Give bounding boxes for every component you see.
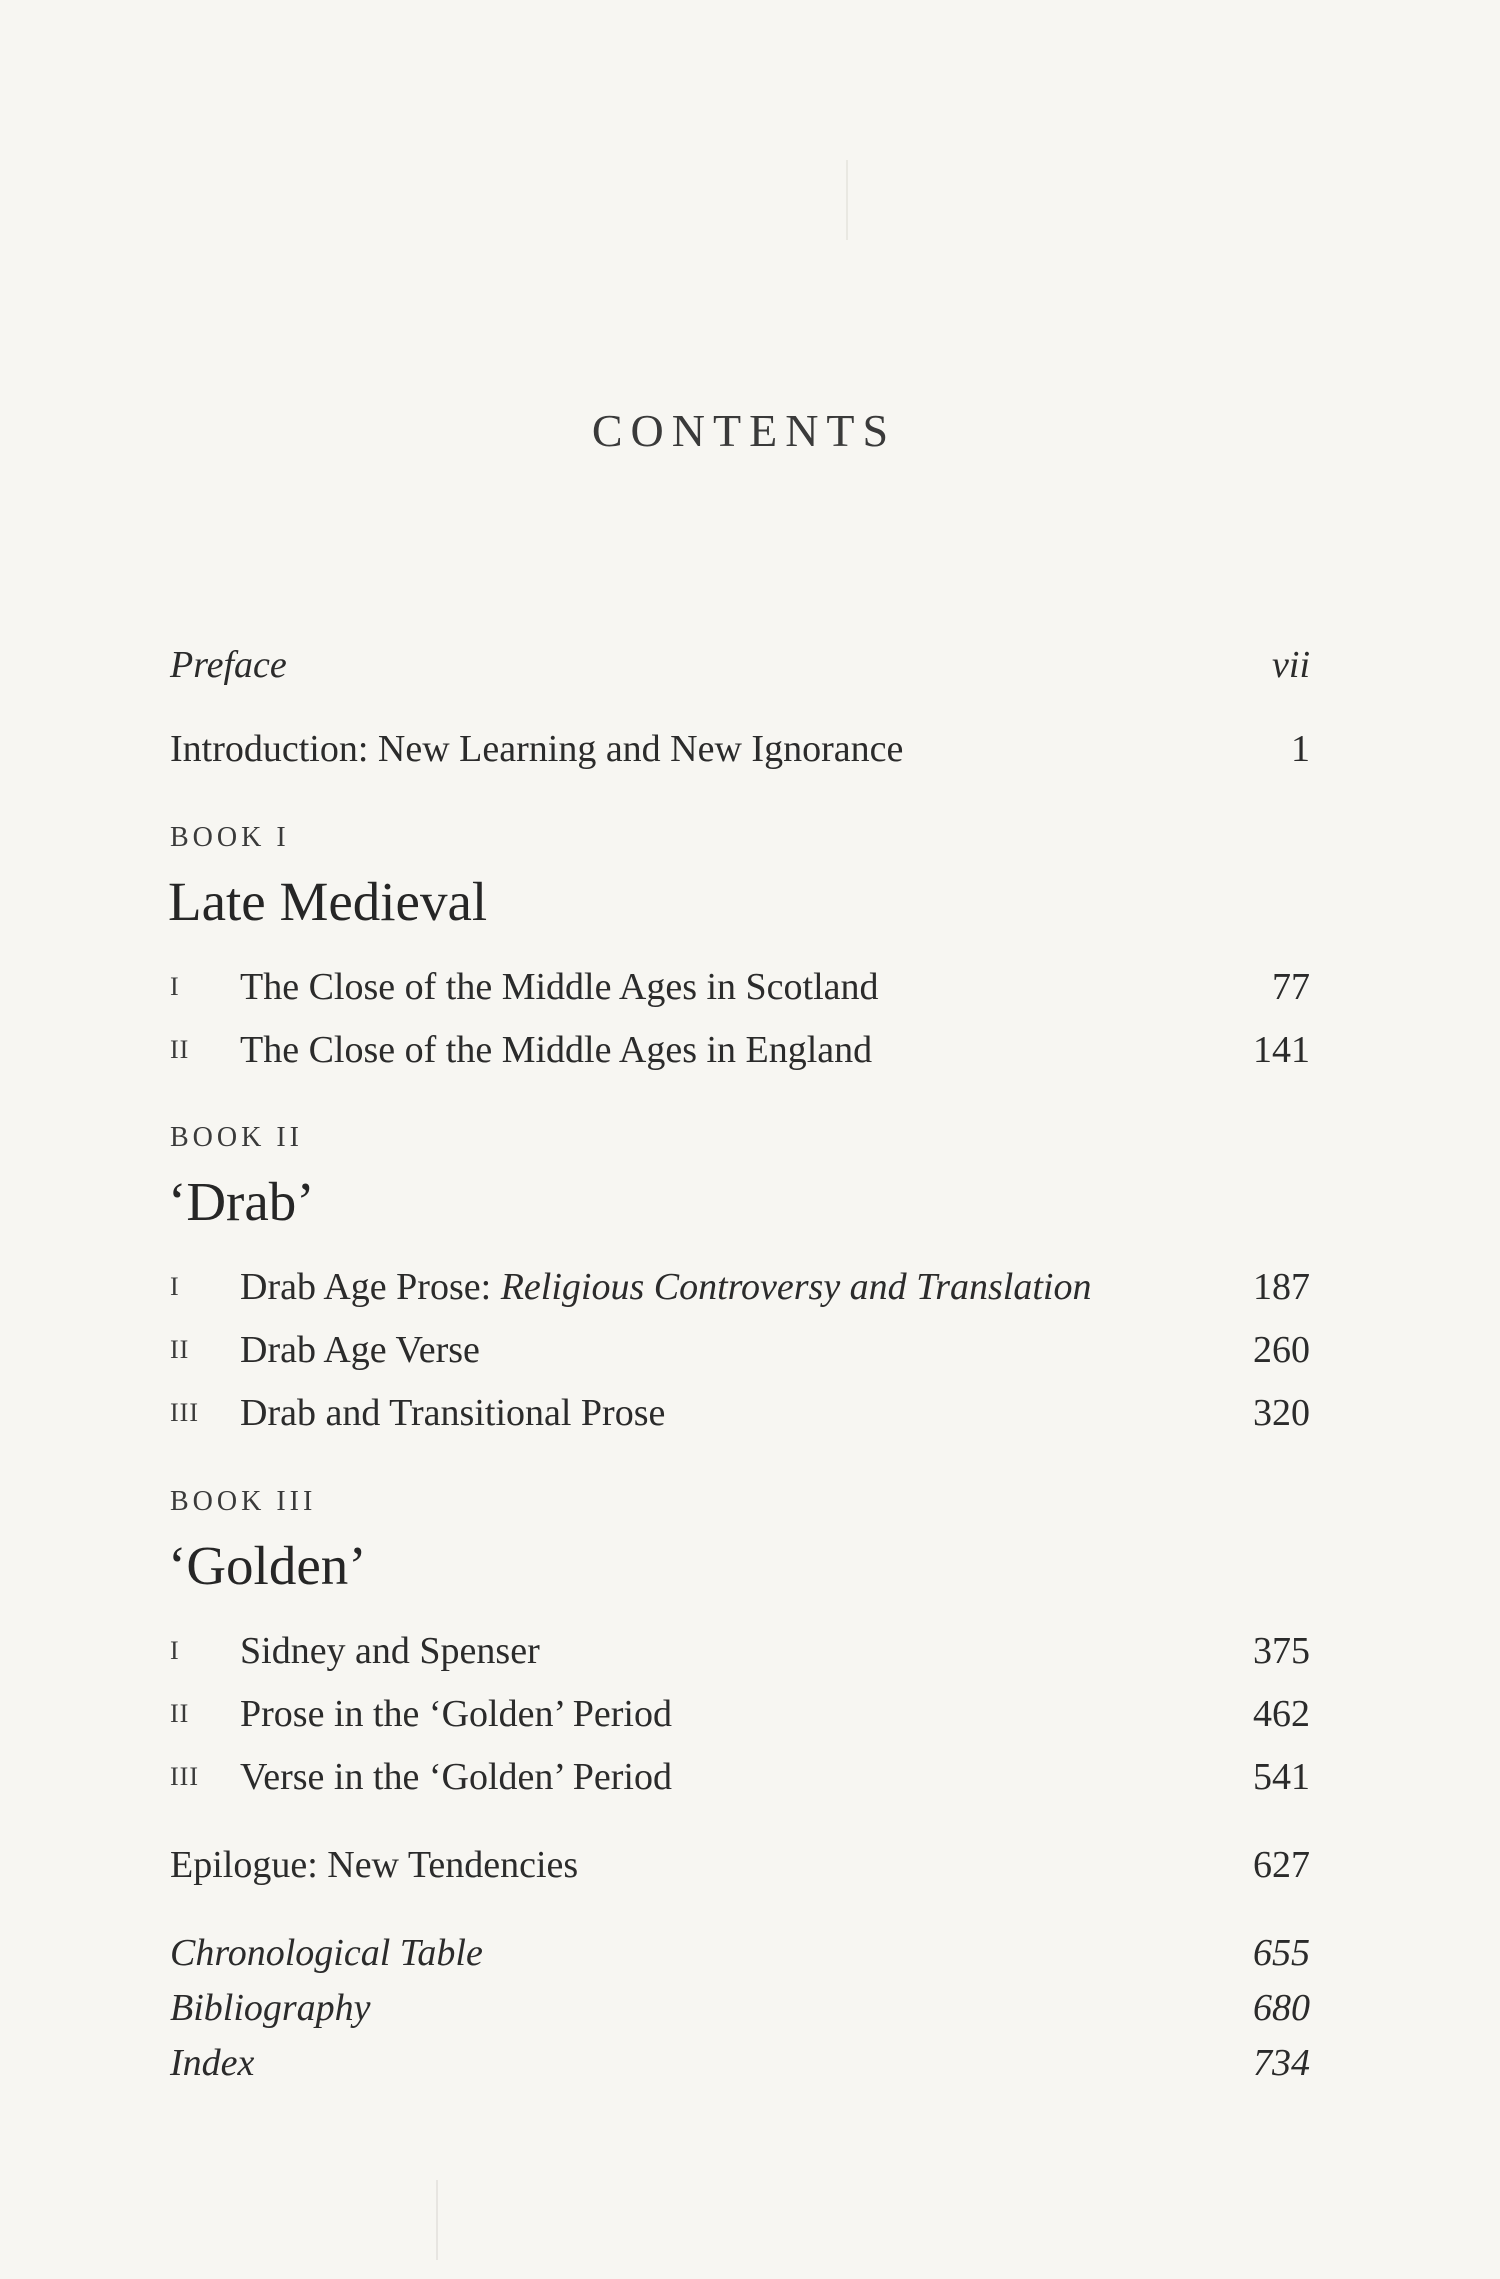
toc-entry-page: 734 xyxy=(1253,2042,1310,2084)
chapter-number: I xyxy=(170,1636,180,1665)
toc-entry-title: Drab and Transitional Prose xyxy=(240,1392,666,1434)
book-title: Late Medieval xyxy=(168,871,488,932)
book-title: ‘Drab’ xyxy=(168,1171,315,1232)
toc-entry-chapter[interactable] xyxy=(170,1752,1310,1802)
toc-entry-title: Sidney and Spenser xyxy=(240,1630,540,1672)
toc-entry-page: 187 xyxy=(1253,1266,1310,1308)
toc-entry-page: 541 xyxy=(1253,1756,1310,1798)
toc-entry-preface[interactable] xyxy=(170,640,1310,690)
toc-entry-title: Drab Age Verse xyxy=(240,1329,480,1371)
toc-entry-page: 77 xyxy=(1272,966,1310,1008)
toc-entry-title: Preface xyxy=(170,644,287,686)
toc-entry-chapter[interactable] xyxy=(170,962,1310,1012)
toc-entry-page: vii xyxy=(1272,644,1310,686)
toc-entry-chapter[interactable] xyxy=(170,1626,1310,1676)
toc-entry-chapter[interactable] xyxy=(170,1689,1310,1739)
chapter-number: II xyxy=(170,1335,190,1364)
toc-entry-chapter[interactable] xyxy=(170,1262,1310,1312)
book-title: ‘Golden’ xyxy=(168,1535,367,1596)
toc-entry-page: 627 xyxy=(1253,1844,1310,1886)
toc-entry-epilogue[interactable] xyxy=(170,1840,1310,1890)
toc-entry-title: Bibliography xyxy=(170,1987,371,2029)
chapter-number: II xyxy=(170,1035,190,1064)
toc-entry-page: 320 xyxy=(1253,1392,1310,1434)
toc-entry-index[interactable] xyxy=(170,2038,1310,2088)
page-crease-mark xyxy=(846,160,848,240)
toc-entry-page: 375 xyxy=(1253,1630,1310,1672)
toc-entry-chapter[interactable] xyxy=(170,1025,1310,1075)
toc-entry-page: 655 xyxy=(1253,1932,1310,1974)
toc-entry-chronological-table[interactable] xyxy=(170,1928,1310,1978)
toc-entry-title-prefix: Drab Age Prose: xyxy=(240,1266,501,1308)
page-crease-mark xyxy=(436,2180,438,2260)
toc-entry-bibliography[interactable] xyxy=(170,1983,1310,2033)
toc-entry-title: Index xyxy=(170,2042,255,2084)
toc-entry-page: 680 xyxy=(1253,1987,1310,2029)
chapter-number: III xyxy=(170,1762,199,1791)
toc-entry-chapter[interactable] xyxy=(170,1325,1310,1375)
toc-entry-title: Chronological Table xyxy=(170,1932,483,1974)
book-label: BOOK I xyxy=(170,822,290,853)
page-title: CONTENTS xyxy=(591,405,897,456)
toc-entry-page: 462 xyxy=(1253,1693,1310,1735)
toc-entry-title: Verse in the ‘Golden’ Period xyxy=(240,1756,672,1798)
toc-entry-title-subtitle: Religious Controversy and Translation xyxy=(500,1266,1092,1308)
toc-entry-title: The Close of the Middle Ages in Scotland xyxy=(240,966,879,1008)
chapter-number: I xyxy=(170,1272,180,1301)
toc-entry-page: 260 xyxy=(1253,1329,1310,1371)
book-label: BOOK II xyxy=(170,1122,303,1153)
toc-entry-title: Introduction: New Learning and New Ignorance xyxy=(170,728,904,770)
toc-entry-title xyxy=(240,1262,1091,1312)
toc-entry-title: Prose in the ‘Golden’ Period xyxy=(240,1693,672,1735)
toc-entry-page: 1 xyxy=(1291,728,1310,770)
toc-entry-chapter[interactable] xyxy=(170,1388,1310,1438)
toc-entry-title: Epilogue: New Tendencies xyxy=(170,1844,579,1886)
toc-entry-title: The Close of the Middle Ages in England xyxy=(240,1029,873,1071)
toc-entry-page: 141 xyxy=(1253,1029,1310,1071)
book-label: BOOK III xyxy=(170,1486,317,1517)
chapter-number: II xyxy=(170,1699,190,1728)
chapter-number: III xyxy=(170,1398,199,1427)
chapter-number: I xyxy=(170,972,180,1001)
toc-entry-introduction[interactable] xyxy=(170,724,1310,774)
